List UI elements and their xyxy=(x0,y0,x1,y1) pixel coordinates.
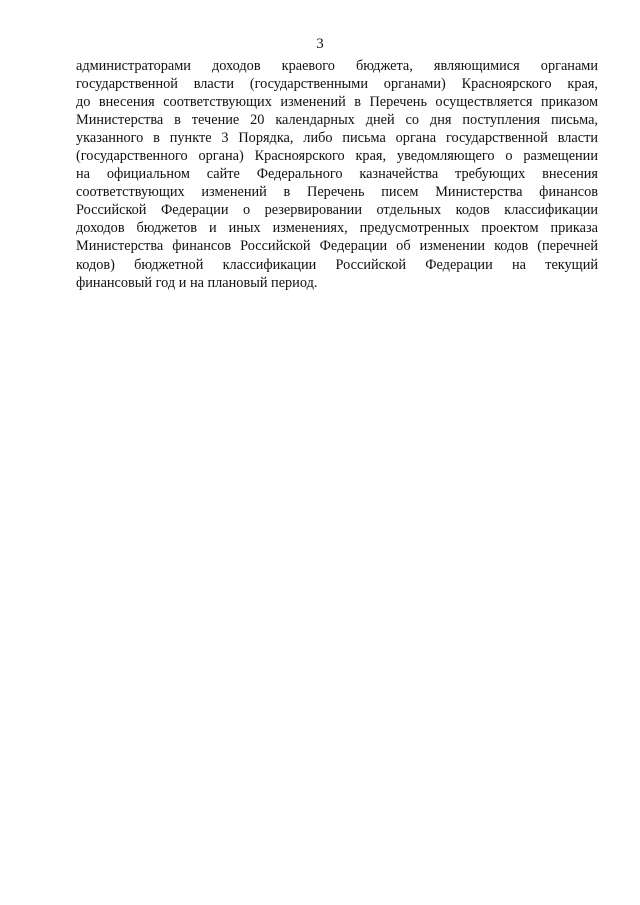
text-line: (государственного органа) Красноярского края, уведомляющего о размещении xyxy=(76,148,598,165)
text-line: финансовый год и на плановый период. xyxy=(76,274,318,291)
text-line: на официальном сайте Федерального казначейства требующих внесения xyxy=(76,166,598,183)
text-line: Министерства финансов Российской Федерации об изменении кодов (перечней xyxy=(76,238,598,255)
text-line: Министерства в течение 20 календарных дней со дня поступления письма, xyxy=(76,112,598,129)
text-line: кодов) бюджетной классификации Российской Федерации на текущий xyxy=(76,256,598,273)
page-number: 3 xyxy=(316,36,324,52)
text-line: администраторами доходов краевого бюджета, являющимися органами xyxy=(76,58,598,74)
text-line: указанного в пункте 3 Порядка, либо письма органа государственной власти xyxy=(76,130,598,147)
body-paragraph xyxy=(76,57,598,292)
text-line: до внесения соответствующих изменений в Перечень осуществляется приказом xyxy=(76,94,598,111)
text-line: Российской Федерации о резервировании отдельных кодов классификации xyxy=(76,202,598,219)
text-line: доходов бюджетов и иных изменениях, предусмотренных проектом приказа xyxy=(76,220,598,237)
text-line: государственной власти (государственными органами) Красноярского края, xyxy=(76,76,598,93)
text-line: соответствующих изменений в Перечень писем Министерства финансов xyxy=(76,184,598,201)
